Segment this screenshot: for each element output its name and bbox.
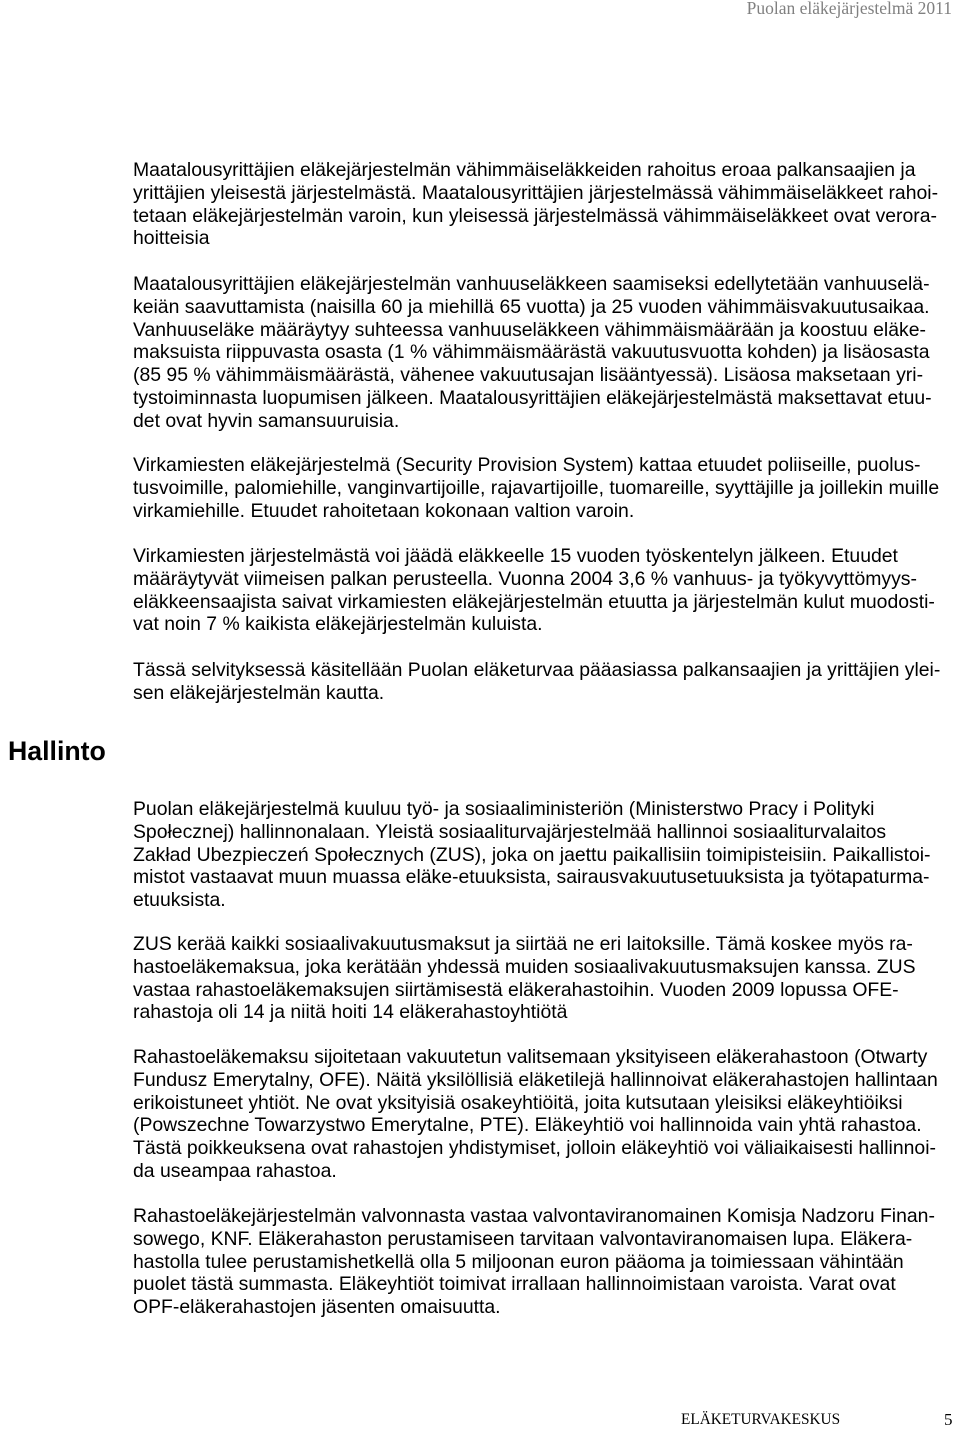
text-line: ZUS kerää kaikki sosiaalivakuutusmaksut ja siirtää ne eri laitoksille. Tämä koskee myös ra- xyxy=(133,933,913,955)
text-line: rahastoja oli 14 ja niitä hoiti 14 eläkerahastoyhtiötä xyxy=(133,1001,568,1024)
running-header: Puolan eläkejärjestelmä 2011 xyxy=(746,0,952,18)
paragraph-report-scope xyxy=(133,659,953,705)
text-line: Fundusz Emerytalny, OFE). Näitä yksilöllisiä eläketilejä hallinnoivat eläkerahastojen hallintaan xyxy=(133,1068,938,1091)
section-heading: Hallinto xyxy=(8,736,106,766)
text-line: det ovat hyvin samansuuruisia. xyxy=(133,409,400,432)
text-line: maksuista riippuvasta osasta (1 % vähimmäismäärästä vakuutusvuotta kohden) ja lisäosasta xyxy=(133,341,930,364)
paragraph-administration-ministry xyxy=(133,798,953,912)
text-line: Puolan eläkejärjestelmä kuuluu työ- ja sosiaaliministeriön (Ministerstwo Pracy i Polityki xyxy=(133,798,875,820)
paragraph-farmer-old-age-pension xyxy=(133,273,953,433)
text-line: Społecznej) hallinnonalaan. Yleistä sosiaaliturvajärjestelmää hallinnoi sosiaaliturvalaitos xyxy=(133,820,887,843)
text-line: Maatalousyrittäjien eläkejärjestelmän vähimmäiseläkkeiden rahoitus eroaa palkansaajien ja xyxy=(133,159,916,181)
paragraph-zus-contributions xyxy=(133,933,953,1024)
text-line: vastaa rahastoeläkemaksujen siirtämisestä eläkerahastoihin. Vuoden 2009 lopussa OFE- xyxy=(133,978,899,1001)
text-line: sen eläkejärjestelmän kautta. xyxy=(133,681,385,704)
text-line: hoitteisia xyxy=(133,227,210,250)
text-line: Rahastoeläkemaksu sijoitetaan vakuutetun valitsemaan yksityiseen eläkerahastoon (Otwarty xyxy=(133,1046,928,1068)
text-line: puolet tästä summasta. Eläkeyhtiöt toimivat irrallaan hallinnoimistaan varoista. Varat ovat xyxy=(133,1273,896,1296)
text-line: keiän saavuttamista (naisilla 60 ja miehillä 65 vuotta) ja 25 vuoden vähimmäisvakuutusaikaa. xyxy=(133,295,930,318)
paragraph-civil-servants-system xyxy=(133,454,953,522)
text-line: Virkamiesten järjestelmästä voi jäädä eläkkeelle 15 vuoden työskentelyn jälkeen. Etuudet xyxy=(133,545,898,567)
text-line: Zakład Ubezpieczeń Społecznych (ZUS), joka on jaettu paikallisiin toimipisteisiin. Paikallistoi- xyxy=(133,843,931,866)
text-line: (Powszechne Towarzystwo Emerytalne, PTE). Eläkeyhtiö voi hallinnoida vain yhtä rahastoa. xyxy=(133,1114,922,1137)
text-line: erikoistuneet yhtiöt. Ne ovat yksityisiä osakeyhtiöitä, joita kutsutaan yleisiksi eläkeyhtiöiksi xyxy=(133,1091,903,1114)
text-line: määräytyvät viimeisen palkan perusteella. Vuonna 2004 3,6 % vanhuus- ja työkyvyttömyys- xyxy=(133,567,917,590)
text-line: eläkkeensaajista saivat virkamiesten eläkejärjestelmän etuutta ja järjestelmän kulut muodosti- xyxy=(133,590,935,613)
text-line: Tässä selvityksessä käsitellään Puolan eläketurvaa pääasiassa palkansaajien ja yrittäjien ylei- xyxy=(133,659,941,681)
page-number: 5 xyxy=(944,1410,953,1429)
text-line: tetaan eläkejärjestelmän varoin, kun yleisessä järjestelmässä vähimmäiseläkkeet ovat verora- xyxy=(133,204,938,227)
text-line: Maatalousyrittäjien eläkejärjestelmän vanhuuseläkkeen saamiseksi edellytetään vanhuuselä- xyxy=(133,273,930,295)
text-line: tystoiminnasta luopumisen jälkeen. Maatalousyrittäjien eläkejärjestelmästä maksettavat etuu- xyxy=(133,386,932,409)
text-line: OPF-eläkerahastojen jäsenten omaisuutta. xyxy=(133,1296,501,1319)
paragraph-supervision xyxy=(133,1205,953,1319)
text-line: etuuksista. xyxy=(133,889,226,912)
text-line: Virkamiesten eläkejärjestelmä (Security Provision System) kattaa etuudet poliiseille, puolus- xyxy=(133,454,921,476)
text-line: hastoeläkemaksua, joka kerätään yhdessä muiden sosiaalivakuutusmaksujen kanssa. ZUS xyxy=(133,955,916,978)
text-line: hastolla tulee perustamishetkellä olla 5 miljoonan euron pääoma ja toimiessaan vähintään xyxy=(133,1250,904,1273)
text-line: Vanhuuseläke määräytyy suhteessa vanhuuseläkkeen vähimmäismäärään ja koostuu eläke- xyxy=(133,318,926,341)
text-line: Tästä poikkeuksena ovat rahastojen yhdistymiset, jolloin eläkeyhtiö voi väliaikaisesti hallinnoi- xyxy=(133,1137,936,1160)
text-line: Rahastoeläkejärjestelmän valvonnasta vastaa valvontaviranomainen Komisja Nadzoru Finan- xyxy=(133,1205,935,1227)
paragraph-farmer-minimum-pension-financing xyxy=(133,159,953,250)
text-line: vat noin 7 % kaikista eläkejärjestelmän kuluista. xyxy=(133,613,543,636)
text-line: (85 95 % vähimmäismäärästä, vähenee vakuutusajan lisääntyessä). Lisäosa maksetaan yri- xyxy=(133,364,924,387)
text-line: yrittäjien yleisestä järjestelmästä. Maatalousyrittäjien järjestelmässä vähimmäiseläkkeet rahoi- xyxy=(133,181,939,204)
text-line: virkamiehille. Etuudet rahoitetaan kokonaan valtion varoin. xyxy=(133,499,635,522)
paragraph-pension-funds xyxy=(133,1046,953,1183)
footer-publisher: ELÄKETURVAKESKUS xyxy=(681,1411,841,1428)
text-line: mistot vastaavat muun muassa eläke-etuuksista, sairausvakuutusetuuksista ja työtapaturma- xyxy=(133,866,930,889)
text-line: tusvoimille, palomiehille, vanginvartijoille, rajavartijoille, tuomareille, syyttäjille ja joillekin muille xyxy=(133,476,940,499)
paragraph-civil-servants-retirement xyxy=(133,545,953,636)
text-line: da useampaa rahastoa. xyxy=(133,1159,337,1182)
text-line: sowego, KNF. Eläkerahaston perustamiseen tarvitaan valvontaviranomaisen lupa. Eläkera- xyxy=(133,1227,913,1250)
